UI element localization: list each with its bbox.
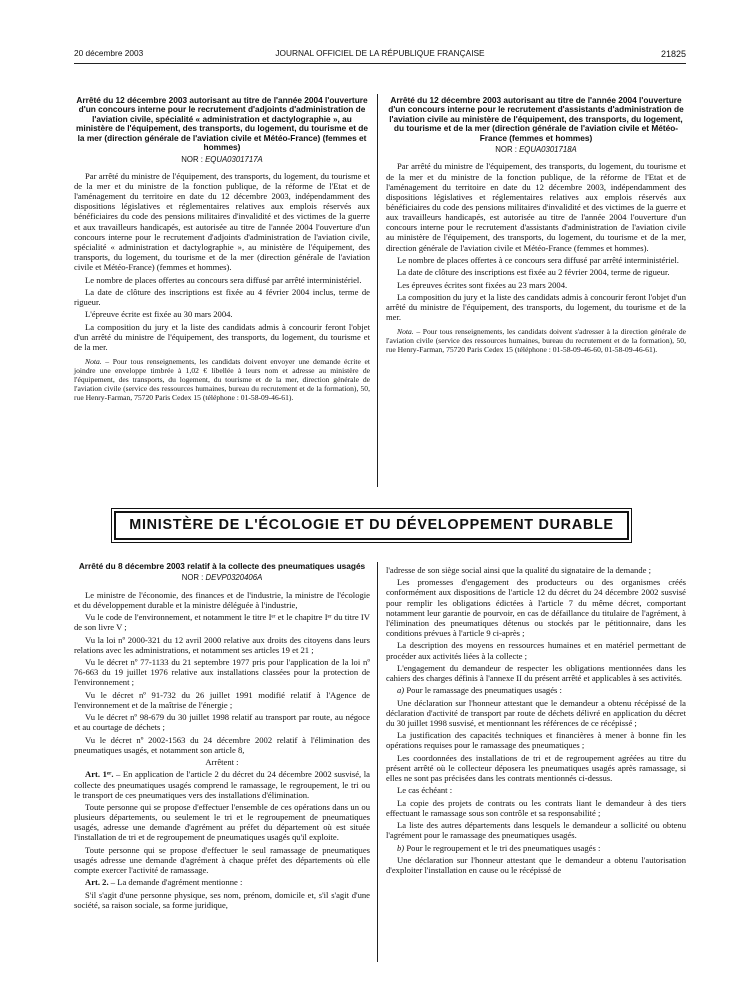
nota: Nota. – Pour tous renseignements, les candidats doivent s'adresser à la direction générale de l'aviation civile (service des ressources humaines, bureau du recrutement et de la formation), 50, rue Henry-Farman, 75720 Paris Cedex 15 (téléphone : 01-58-09-46-60, 01-58-09-46-61). [386,327,686,355]
paragraph: Le nombre de places offertes à ce concours sera diffusé par arrêté interministériel. [397,254,679,265]
article-2: Art. 2. – La demande d'agrément mentionne : [85,877,243,888]
paragraph: Vu le décret nº 91-732 du 26 juillet 1991 modifié relatif à l'Agence de l'environnement et de la maîtrise de l'énergie ; [74,689,370,710]
paragraph: La composition du jury et la liste des candidats admis à concourir feront l'objet d'un arrêté du ministre de l'équipement, des transports, du logement, du tourisme et de la mer. [74,321,370,352]
paragraph: La date de clôture des inscriptions est fixée au 2 février 2004, terme de rigueur. [397,267,670,278]
paragraph: Par arrêté du ministre de l'équipement, des transports, du logement, du tourisme et de la mer et du ministre de la fonction publique, de la réforme de l'Etat et de l'aménagement du territoire en date du 12 décembre 2003, indépendamment des dispositions législatives et réglementaires relatives aux emplois réservés aux bénéficiaires du code des pensions militaires d'invalidité et des victimes de la guerre et aux travailleurs handicapés, est autorisée au titre de l'année 2004 l'ouverture d'un concours interne pour le recrutement d'assistants d'administration de l'aviation civile au ministère de l'équipement, des transports, du logement, du tourisme et de la mer, direction générale de l'aviation civile et Météo-France (femmes et hommes). [386,161,686,253]
paragraph: Vu le décret nº 2002-1563 du 24 décembre 2002 relatif à l'élimination des pneumatiques usagés, et notamment son article 8, [74,734,370,755]
article-pneumatiques-continued [386,565,686,877]
column-divider [377,562,378,962]
paragraph: Vu le code de l'environnement, et notamment le titre Iᵉʳ et le chapitre Iᵉʳ du titre IV de son livre V ; [74,612,370,633]
nota: Nota. – Pour tous renseignements, les candidats doivent envoyer une demande écrite et joindre une enveloppe timbrée à 1,02 € libellée à leurs nom et adresse au ministère de l'équipement, des transports, du logement, du tourisme et de la mer, direction générale de l'aviation civile (service des ressources humaines, bureau du recrutement et de la formation), 50, rue Henry-Farman, 75720 Paris Cedex 15 (téléphone : 01-58-09-46-61). [74,357,370,402]
item-b: b) Pour le regroupement et le tri des pneumatiques usagés : [397,842,601,853]
ministry-banner: MINISTÈRE DE L'ÉCOLOGIE ET DU DÉVELOPPEMENT DURABLE [114,511,629,540]
article-assistants [386,96,686,357]
header-date: 20 décembre 2003 [74,48,144,58]
paragraph: La composition du jury et la liste des candidats admis à concourir feront l'objet d'un arrêté du ministre de l'équipement, des transports, du logement, du tourisme et de la mer. [386,291,686,323]
paragraph: L'engagement du demandeur de respecter les obligations mentionnées dans les cahiers des charges définis à l'annexe II du présent arrêté et applicables à ses activités. [386,662,686,683]
paragraph: L'épreuve écrite est fixée au 30 mars 2004. [85,309,233,320]
paragraph: Par arrêté du ministre de l'équipement, des transports, du logement, du tourisme et de la mer et du ministre de la fonction publique, de la réforme de l'Etat et de l'aménagement du territoire en date du 12 décembre 2003, indépendamment des dispositions législatives et réglementaires relatives aux emplois réservés aux bénéficiaires du code des pensions militaires d'invalidité et des victimes de la guerre et aux travailleurs handicapés, est autorisée au titre de l'année 2004 l'ouverture d'un concours interne pour le recrutement d'adjoints d'administration de l'aviation civile, spécialité « administration et dactylographie », au ministère de l'équipement, des transports, du logement, du tourisme et de la mer (direction générale de l'aviation civile et Météo-France) (femmes et hommes). [74,170,370,273]
paragraph: Vu le décret nº 77-1133 du 21 septembre 1977 pris pour l'application de la loi nº 76-663 du 19 juillet 1976 relative aux installations classées pour la protection de l'environnement ; [74,657,370,688]
paragraph: l'adresse de son siège social ainsi que la qualité du signataire de la demande ; [386,565,652,575]
paragraph: Le ministre de l'économie, des finances et de l'industrie, la ministre de l'écologie et du développement durable et la ministre déléguée à l'industrie, [74,589,370,610]
paragraph: Une déclaration sur l'honneur attestant que le demandeur a obtenu récépissé de la déclaration d'activité de transport par route de déchets délivré en application du décret du 30 juillet 1998 susvisé, et mentionnant les références de ce récépissé ; [386,697,686,728]
nor-reference: NOR : EQUA0301717A [181,154,263,164]
paragraph: Les épreuves écrites sont fixées au 23 mars 2004. [397,279,568,290]
article-title: Arrêté du 12 décembre 2003 autorisant au titre de l'année 2004 l'ouverture d'un concours interne pour le recrutement d'adjoints d'administration de l'aviation civile, spécialité « administration et dactylographie », au ministère de l'équipement, des transports, du logement, du tourisme et de la mer (direction générale de l'aviation civile et Météo-France) (femmes et hommes) [76,95,368,153]
paragraph: Une déclaration sur l'honneur attestant que le demandeur a obtenu l'autorisation d'exploiter l'installation en cause ou le récépissé de [386,854,686,876]
paragraph: La justification des capacités techniques et financières à mener à bonne fin les opérations requises pour le ramassage des pneumatiques ; [386,730,686,751]
paragraph: Le nombre de places offertes au concours sera diffusé par arrêté interministériel. [85,274,362,285]
item-a: a) Pour le ramassage des pneumatiques usagés : [397,685,562,696]
article-adjoints [74,96,370,405]
arretent: Arrêtent : [205,757,239,768]
header-rule [74,63,686,64]
article-title: Arrêté du 8 décembre 2003 relatif à la collecte des pneumatiques usagés [78,561,366,571]
journal-title: JOURNAL OFFICIEL DE LA RÉPUBLIQUE FRANÇAISE [275,48,485,58]
paragraph: La liste des autres départements dans lesquels le demandeur a sollicité ou obtenu l'agrément pour le ramassage des pneumatiques usagés. [386,820,686,841]
paragraph: La date de clôture des inscriptions est fixée au 4 février 2004 inclus, terme de rigueur. [74,286,370,307]
paragraph: S'il s'agit d'une personne physique, ses nom, prénom, domicile et, s'il s'agit d'une société, sa raison sociale, sa forme juridique, [74,889,370,910]
paragraph: Les promesses d'engagement des producteurs ou des organismes créés conformément aux dispositions de l'article 12 du décret du 24 décembre 2002 susvisé pour remplir les obligations édictées à l'article 7 du même décret, comportant notamment leur garantie de pourvoir, en cas de défaillance du titulaire de l'agrément, à l'élimination des pneumatiques détenus ou stockés par le pétitionnaire, dans les conditions prévues à l'article 9 ci-après ; [386,577,686,639]
page-number: 21825 [660,49,686,59]
article-pneumatiques [74,562,370,912]
article-1: Art. 1ᵉʳ. – En application de l'article 2 du décret du 24 décembre 2002 susvisé, la collecte des pneumatiques usagés comprend le ramassage, le regroupement, le tri ou le transport de ces pneumatiques vers des installations d'élimination. [74,769,370,800]
paragraph: Le cas échéant : [397,785,453,796]
paragraph: Les coordonnées des installations de tri et de regroupement agréées au titre du présent arrêté où le collecteur déposera les pneumatiques usagés après ramassage, si elles ne sont pas précisées dans les contrats mentionnés ci-dessus. [386,752,686,783]
paragraph: Vu la loi nº 2000-321 du 12 avril 2000 relative aux droits des citoyens dans leurs relations avec les administrations, et notamment ses articles 19 et 21 ; [74,634,370,655]
paragraph: Vu le décret nº 98-679 du 30 juillet 1998 relatif au transport par route, au négoce et au courtage de déchets ; [74,712,370,733]
paragraph: La description des moyens en ressources humaines et en matériel permettant de procéder aux activités liées à la collecte ; [386,640,686,661]
paragraph: La copie des projets de contrats ou les contrats liant le demandeur à des tiers effectuant le ramassage sous son contrôle et sa responsabilité ; [386,797,686,818]
column-divider [377,94,378,487]
paragraph: Toute personne qui se propose d'effectuer le seul ramassage de pneumatiques usagés adresse une demande d'agrément à chaque préfet des départements où elle compte exercer l'activité de ramassage. [74,844,370,876]
page-header [74,49,686,63]
nor-reference: NOR : EQUA0301718A [495,145,577,155]
article-title: Arrêté du 12 décembre 2003 autorisant au titre de l'année 2004 l'ouverture d'un concours interne pour le recrutement d'assistants d'administration de l'aviation civile au ministère de l'équipement, des transports, du logement, du tourisme et de la mer (direction générale de l'aviation civile et Météo-France (femmes et hommes) [388,95,684,143]
paragraph: Toute personne qui se propose d'effectuer l'ensemble de ces opérations dans un ou plusieurs départements, ou seulement le tri et le regroupement de pneumatiques usagés, adresse une demande d'agrément au préfet du département où est située l'installation de tri et de regroupement de pneumatiques usagés qu'il exploite. [74,802,370,843]
nor-reference: NOR : DEVP0320406A [181,573,263,583]
